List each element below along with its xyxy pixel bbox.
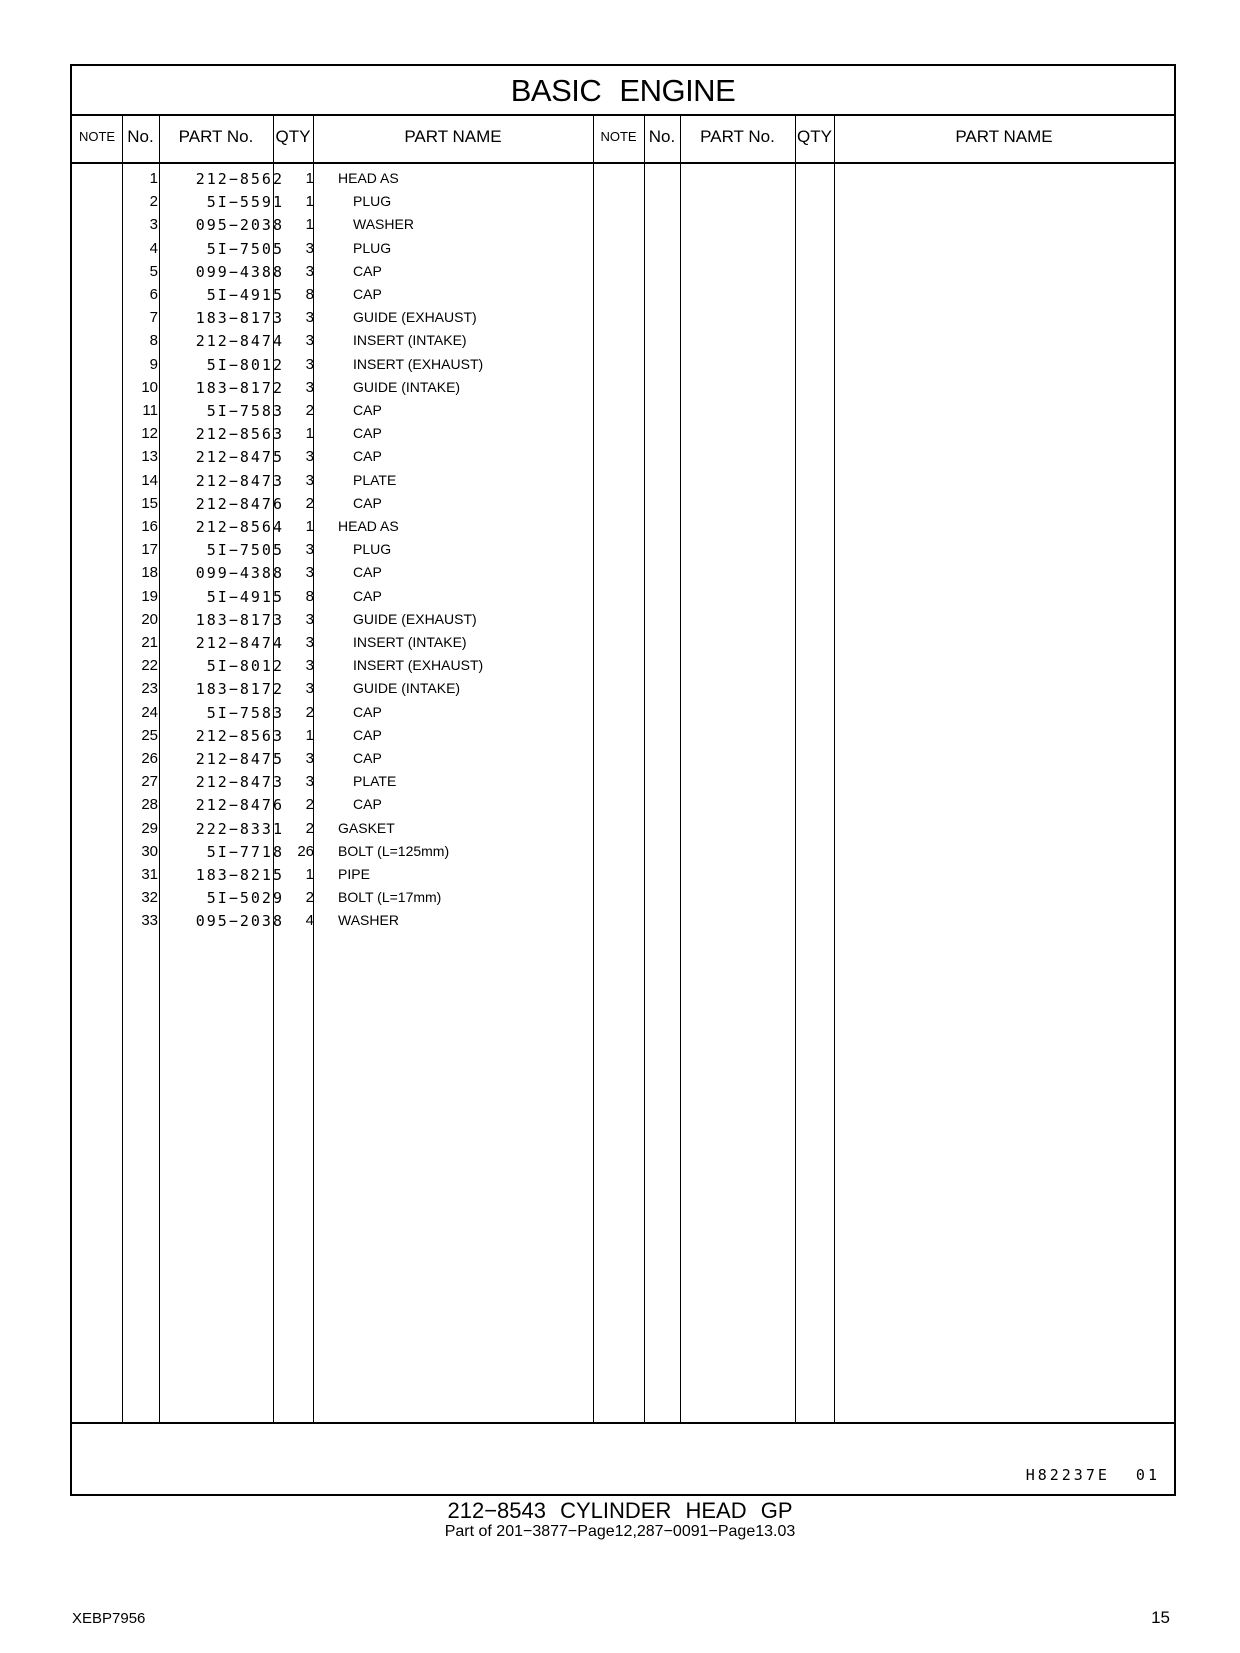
quantity: 3 bbox=[305, 634, 314, 651]
quantity: 4 bbox=[305, 912, 314, 930]
part-number: 212−8475 bbox=[195, 448, 284, 467]
table-bottom-rule bbox=[72, 1422, 1174, 1424]
part-number: 5I−7718 bbox=[206, 842, 284, 861]
part-name: CAP bbox=[353, 286, 382, 302]
column-divider bbox=[680, 114, 681, 1422]
quantity: 1 bbox=[305, 193, 314, 211]
item-number: 23 bbox=[141, 680, 158, 698]
column-divider bbox=[644, 114, 645, 1422]
item-number: 27 bbox=[141, 773, 158, 791]
part-number: 095−2038 bbox=[195, 912, 284, 931]
header-qty-right: QTY bbox=[797, 127, 832, 146]
part-name: CAP bbox=[353, 564, 382, 581]
part-name: CAP bbox=[353, 425, 382, 442]
part-number: 099−4388 bbox=[195, 564, 284, 583]
item-number: 3 bbox=[149, 216, 158, 234]
part-name: CAP bbox=[353, 703, 382, 720]
quantity: 1 bbox=[305, 170, 314, 187]
part-name: GASKET bbox=[338, 819, 395, 836]
item-number: 17 bbox=[141, 541, 158, 559]
part-number: 5I−8012 bbox=[206, 355, 284, 374]
part-name: INSERT (INTAKE) bbox=[353, 332, 467, 349]
part-number: 5I−4915 bbox=[206, 286, 284, 304]
part-number: 099−4388 bbox=[195, 262, 284, 281]
quantity: 3 bbox=[305, 262, 314, 280]
table-row bbox=[72, 402, 612, 425]
table-row bbox=[72, 727, 612, 750]
item-number: 28 bbox=[141, 796, 158, 814]
part-number: 5I−7583 bbox=[206, 402, 284, 420]
part-name: PLATE bbox=[353, 773, 397, 790]
part-number: 5I−7583 bbox=[206, 703, 284, 722]
quantity: 1 bbox=[305, 726, 314, 744]
part-name: WASHER bbox=[353, 216, 414, 233]
part-number: 5I−5591 bbox=[206, 193, 284, 212]
column-divider bbox=[834, 114, 835, 1422]
quantity: 2 bbox=[305, 494, 314, 512]
part-name: CAP bbox=[353, 587, 382, 604]
quantity: 1 bbox=[305, 216, 314, 234]
part-name: WASHER bbox=[338, 912, 399, 929]
part-number: 212−8475 bbox=[195, 750, 284, 768]
header-part-no-right: PART No. bbox=[700, 127, 775, 146]
table-row bbox=[72, 704, 612, 727]
part-name: PLUG bbox=[353, 193, 392, 210]
item-number: 25 bbox=[141, 726, 158, 744]
quantity: 2 bbox=[305, 796, 314, 814]
quantity: 26 bbox=[297, 842, 314, 860]
part-number: 183−8173 bbox=[195, 309, 284, 328]
table-row bbox=[72, 680, 612, 703]
part-name: PLUG bbox=[353, 239, 392, 256]
header-no-left: No. bbox=[127, 127, 154, 146]
table-row bbox=[72, 820, 612, 843]
part-number: 5I−7505 bbox=[206, 541, 284, 560]
part-name: CAP bbox=[353, 402, 382, 418]
part-number: 222−8331 bbox=[195, 819, 284, 838]
section-title: BASIC ENGINE bbox=[72, 66, 1174, 116]
item-number: 20 bbox=[141, 610, 158, 628]
part-name: BOLT (L=17mm) bbox=[338, 889, 442, 906]
part-number: 212−8473 bbox=[195, 471, 284, 490]
quantity: 3 bbox=[305, 750, 314, 767]
part-number: 5I−7505 bbox=[206, 239, 284, 258]
table-row bbox=[72, 611, 612, 634]
part-number: 212−8476 bbox=[195, 494, 284, 513]
header-part-name-right: PART NAME bbox=[955, 127, 1053, 146]
item-number: 13 bbox=[141, 448, 158, 466]
quantity: 3 bbox=[305, 564, 314, 582]
quantity: 3 bbox=[305, 610, 314, 628]
table-row bbox=[72, 912, 612, 935]
quantity: 2 bbox=[305, 703, 314, 721]
part-name: PLATE bbox=[353, 471, 397, 488]
table-row bbox=[72, 588, 612, 611]
part-name: CAP bbox=[353, 796, 382, 813]
quantity: 3 bbox=[305, 773, 314, 791]
part-name: CAP bbox=[353, 494, 382, 511]
table-row bbox=[72, 240, 612, 263]
table-row bbox=[72, 495, 612, 518]
table-row bbox=[72, 448, 612, 471]
table-row bbox=[72, 773, 612, 796]
item-number: 2 bbox=[149, 193, 158, 211]
part-name: CAP bbox=[353, 262, 382, 279]
part-number: 212−8563 bbox=[195, 726, 284, 745]
part-name: BOLT (L=125mm) bbox=[338, 842, 450, 859]
table-row bbox=[72, 356, 612, 379]
part-number: 212−8474 bbox=[195, 332, 284, 351]
group-subcaption: Part of 201−3877−Page12,287−0091−Page13.03 bbox=[444, 1523, 796, 1540]
part-number: 212−8563 bbox=[195, 425, 284, 444]
header-no-right: No. bbox=[648, 127, 676, 146]
part-number: 5I−8012 bbox=[206, 657, 284, 676]
quantity: 3 bbox=[305, 657, 314, 675]
table-row bbox=[72, 193, 612, 216]
quantity: 3 bbox=[305, 378, 314, 396]
table-row bbox=[72, 796, 612, 819]
part-number: 212−8562 bbox=[195, 170, 284, 188]
quantity: 2 bbox=[305, 889, 314, 907]
part-number: 212−8474 bbox=[195, 634, 284, 652]
part-number: 212−8564 bbox=[195, 518, 284, 536]
part-name: PLUG bbox=[353, 541, 392, 558]
quantity: 3 bbox=[305, 239, 314, 257]
part-number: 5I−5029 bbox=[206, 889, 284, 908]
quantity: 3 bbox=[305, 309, 314, 327]
parts-list-frame bbox=[70, 64, 1176, 1496]
part-number: 183−8172 bbox=[195, 680, 284, 699]
quantity: 3 bbox=[305, 355, 314, 373]
part-number: 183−8172 bbox=[195, 378, 284, 397]
header-qty-left: QTY bbox=[275, 127, 311, 146]
header-note-right: NOTE bbox=[600, 129, 637, 144]
table-row bbox=[72, 216, 612, 239]
table-row bbox=[72, 472, 612, 495]
item-number: 16 bbox=[141, 518, 158, 535]
part-name: HEAD AS bbox=[338, 518, 399, 534]
table-row bbox=[72, 750, 612, 773]
quantity: 3 bbox=[305, 332, 314, 350]
table-row bbox=[72, 332, 612, 355]
item-number: 6 bbox=[149, 286, 158, 303]
table-row bbox=[72, 564, 612, 587]
part-name: GUIDE (EXHAUST) bbox=[353, 309, 477, 326]
part-number: 183−8173 bbox=[195, 610, 284, 629]
item-number: 15 bbox=[141, 494, 158, 512]
part-name: HEAD AS bbox=[338, 170, 399, 186]
quantity: 2 bbox=[305, 402, 314, 419]
item-number: 22 bbox=[141, 657, 158, 675]
document-id: XEBP7956 bbox=[72, 1610, 146, 1627]
part-name: INSERT (EXHAUST) bbox=[353, 355, 484, 372]
item-number: 1 bbox=[149, 170, 158, 187]
item-number: 4 bbox=[149, 239, 158, 257]
table-row bbox=[72, 425, 612, 448]
item-number: 12 bbox=[141, 425, 158, 443]
part-name: INSERT (EXHAUST) bbox=[353, 657, 484, 674]
table-row bbox=[72, 889, 612, 912]
quantity: 2 bbox=[305, 819, 314, 837]
table-header bbox=[72, 114, 1174, 164]
table-row bbox=[72, 309, 612, 332]
part-number: 5I−4915 bbox=[206, 587, 284, 606]
item-number: 8 bbox=[149, 332, 158, 350]
quantity: 8 bbox=[305, 286, 314, 303]
item-number: 29 bbox=[141, 819, 158, 837]
illustration-code: H82237E 01 bbox=[1025, 1466, 1160, 1484]
header-note-left: NOTE bbox=[78, 129, 116, 144]
part-number: 183−8215 bbox=[195, 866, 284, 884]
table-row bbox=[72, 866, 612, 889]
header-part-name-left: PART NAME bbox=[404, 127, 502, 146]
quantity: 1 bbox=[305, 518, 314, 535]
quantity: 3 bbox=[305, 471, 314, 489]
item-number: 26 bbox=[141, 750, 158, 767]
part-name: CAP bbox=[353, 448, 382, 465]
item-number: 9 bbox=[149, 355, 158, 373]
item-number: 10 bbox=[141, 378, 158, 396]
group-caption: 212−8543 CYLINDER HEAD GP bbox=[447, 1498, 793, 1523]
quantity: 3 bbox=[305, 680, 314, 698]
item-number: 21 bbox=[141, 634, 158, 651]
table-row bbox=[72, 541, 612, 564]
table-row bbox=[72, 286, 612, 309]
quantity: 1 bbox=[305, 866, 314, 883]
table-row bbox=[72, 634, 612, 657]
item-number: 5 bbox=[149, 262, 158, 280]
item-number: 31 bbox=[141, 866, 158, 883]
quantity: 8 bbox=[305, 587, 314, 605]
part-number: 095−2038 bbox=[195, 216, 284, 235]
item-number: 24 bbox=[141, 703, 158, 721]
page-number: 15 bbox=[1151, 1608, 1170, 1627]
quantity: 3 bbox=[305, 448, 314, 466]
quantity: 3 bbox=[305, 541, 314, 559]
part-name: INSERT (INTAKE) bbox=[353, 634, 467, 650]
item-number: 18 bbox=[141, 564, 158, 582]
part-name: CAP bbox=[353, 750, 382, 766]
item-number: 14 bbox=[141, 471, 158, 489]
item-number: 30 bbox=[141, 842, 158, 860]
part-name: GUIDE (INTAKE) bbox=[353, 680, 461, 697]
item-number: 19 bbox=[141, 587, 158, 605]
part-number: 212−8476 bbox=[195, 796, 284, 815]
item-number: 7 bbox=[149, 309, 158, 327]
part-name: CAP bbox=[353, 726, 382, 743]
table-row bbox=[72, 263, 612, 286]
item-number: 32 bbox=[141, 889, 158, 907]
quantity: 1 bbox=[305, 425, 314, 443]
header-part-no-left: PART No. bbox=[178, 127, 254, 146]
part-number: 212−8473 bbox=[195, 773, 284, 792]
part-name: GUIDE (INTAKE) bbox=[353, 378, 461, 395]
table-row bbox=[72, 379, 612, 402]
table-row bbox=[72, 518, 612, 541]
table-row bbox=[72, 843, 612, 866]
table-row bbox=[72, 657, 612, 680]
item-number: 33 bbox=[141, 912, 158, 930]
column-divider bbox=[795, 114, 796, 1422]
item-number: 11 bbox=[142, 402, 158, 419]
part-name: GUIDE (EXHAUST) bbox=[353, 610, 477, 627]
table-row bbox=[72, 170, 612, 193]
part-name: PIPE bbox=[338, 866, 370, 882]
